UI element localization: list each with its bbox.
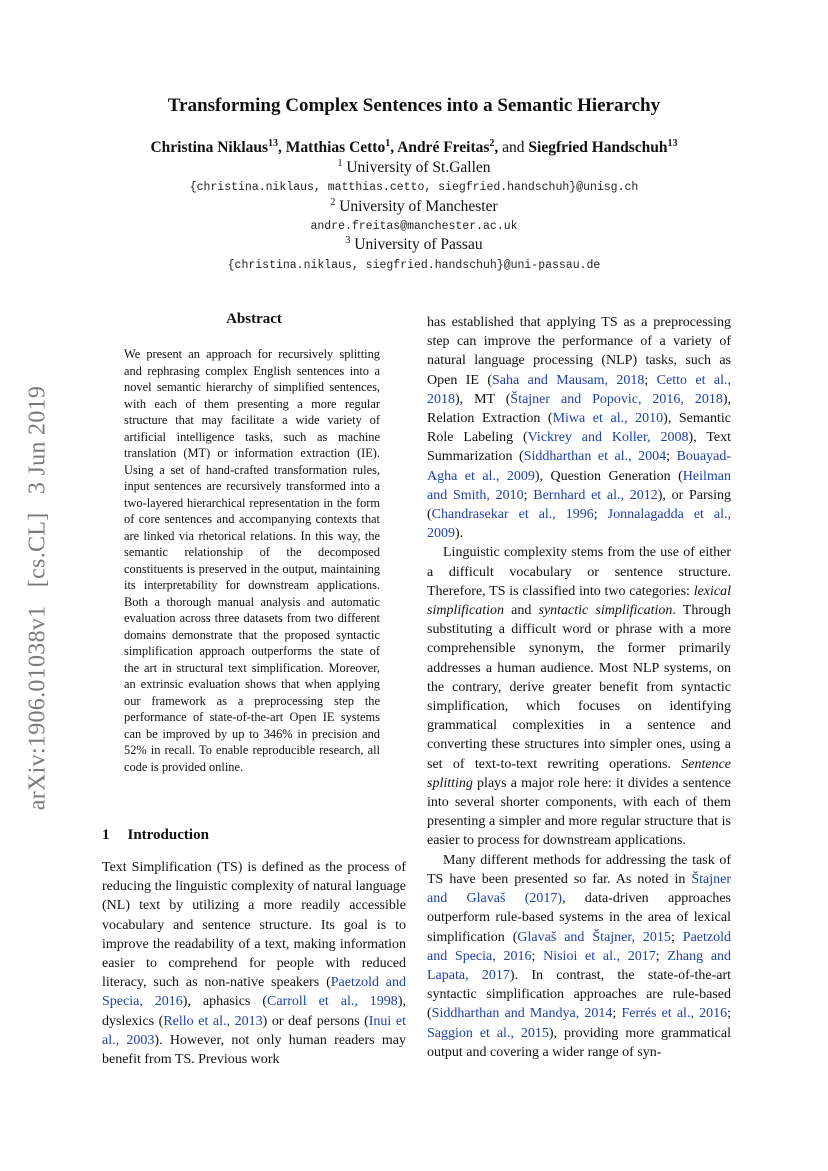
emphasized-term: Sentence splitting <box>427 756 731 791</box>
affiliation <box>0 235 828 254</box>
author-affil-mark: 13 <box>667 138 678 149</box>
author-affil-mark: 2 <box>489 138 495 149</box>
body-text: ; <box>666 449 677 465</box>
body-text: ; <box>655 948 668 964</box>
body-text: ), dyslexics ( <box>102 994 406 1029</box>
body-text: ) or deaf persons ( <box>262 1013 369 1029</box>
affiliation-name: University of St.Gallen <box>346 159 491 177</box>
body-paragraph <box>102 858 406 1069</box>
abstract-text: We present an approach for recursively splitting and rephrasing complex English sentences into a novel semantic hierarchy of simplified sentences, with each of them presenting a more regular structure that may facilitate a wide variety of artificial intelligence tasks, such as machine translation (MT) or information extraction (IE). Using a set of hand-crafted transformation rules, input sentences are recursively transformed into a two-layered hierarchical representation in the form of core sentences and accompanying contexts that are linked via rhetorical relations. In this way, the semantic relationship of the decomposed constituents is preserved in the output, maintaining its interpretability for downstream applications. Both a thorough manual analysis and automatic evaluation across three datasets from two different domains demonstrate that the proposed syntactic simplification approach outperforms the state of the art in structural text simplification. Moreover, an extrinsic evaluation shows that when applying our framework as a preprocessing step the performance of state-of-the-art Open IE systems can be improved by up to 346% in precision and 52% in recall. To enable reproducible research, all code is provided online. <box>124 347 380 774</box>
citation-link[interactable]: Paetzold and Specia, 2016 <box>427 929 731 964</box>
citation-link[interactable]: Rello et al., 2013 <box>163 1013 263 1029</box>
citation-link[interactable]: Siddharthan et al., 2004 <box>523 449 667 465</box>
body-text: ), Question Generation ( <box>534 468 683 484</box>
affiliation-mark: 3 <box>345 235 351 246</box>
body-text: ), Semantic Role Labeling ( <box>427 411 731 446</box>
author-name: Matthias Cetto <box>285 139 386 157</box>
citation-link[interactable]: Ferrés et al., 2016 <box>621 1006 728 1022</box>
citation-link[interactable]: Inui et al., 2003 <box>102 1013 406 1048</box>
affiliation <box>0 158 828 177</box>
arxiv-date: 3 Jun 2019 <box>24 385 51 495</box>
arxiv-category: [cs.CL] <box>24 512 51 588</box>
citation-link[interactable]: Jonnalagadda et al., 2009 <box>427 507 732 542</box>
body-text: Linguistic complexity stems from the use of either a difficult vocabulary or sentence structure. Therefore, TS is classified into two categories: <box>427 545 731 599</box>
emphasized-term: syntactic simplification <box>538 603 673 619</box>
body-text: ), Relation Extraction ( <box>427 391 731 427</box>
citation-link[interactable]: Zhang and Lapata, 2017 <box>427 948 732 983</box>
arxiv-id: arXiv:1906.01038v1 <box>24 605 51 811</box>
body-text: ; <box>727 1006 731 1022</box>
citation-link[interactable]: Heilman and Smith, 2010 <box>427 468 731 503</box>
body-text: plays a major role here: it divides a sentence into several shorter components, with each of them presenting a simpler and more regular structure that is easier to process for downstream applications. <box>427 775 731 849</box>
body-text: Many different methods for addressing the task of TS have been presented so far. As noted in <box>427 852 731 887</box>
body-text: Text Simplification (TS) is defined as the process of reducing the linguistic complexity of natural language (NL) text by utilizing a more readily accessible vocabulary and sentence structure. Its goal is to improve the readability of a text, making information easier to comprehend for people with reduced literacy, such as non-native speakers ( <box>102 860 406 991</box>
affiliation-email: andre.freitas@manchester.ac.uk <box>310 220 518 233</box>
author-affil-mark: 1 <box>385 138 391 149</box>
citation-link[interactable]: Chandrasekar et al., 1996 <box>431 507 594 523</box>
affiliation-name: University of Manchester <box>339 198 498 216</box>
citation-link[interactable]: Carroll et al., 1998 <box>267 994 398 1010</box>
arxiv-stamp <box>25 338 52 858</box>
body-paragraph <box>427 851 731 1062</box>
body-text: ; <box>523 487 534 503</box>
abstract-heading: Abstract <box>226 311 282 327</box>
citation-link[interactable]: Saggion et al., 2015 <box>427 1025 549 1041</box>
author-name: Siegfried Handschuh <box>528 139 668 157</box>
body-paragraph <box>427 543 731 850</box>
citation-link[interactable]: Štajner and Popovic, 2016, 2018 <box>510 391 723 407</box>
emphasized-term: lexical simplification <box>427 583 731 619</box>
body-text: ), Text Summarization ( <box>427 430 731 465</box>
author-affil-mark: 13 <box>268 138 279 149</box>
affiliation-email: {christina.niklaus, siegfried.handschuh}@uni-passau.de <box>227 259 601 272</box>
section-heading <box>102 827 209 844</box>
citation-link[interactable]: Bouayad-Agha et al., 2009 <box>427 449 732 484</box>
affiliation <box>0 197 828 216</box>
citation-link[interactable]: Bernhard et al., 2012 <box>533 487 658 503</box>
citation-link[interactable]: Cetto et al., 2018 <box>427 372 731 407</box>
body-text: . Through substituting a difficult word or phrase with a more comprehensible synonym, the former primarily addresses a human audience. Most NLP systems, on the contrary, derive greater benefit from syntactic simplification, which focuses on identifying grammatical complexities in a sentence and converting these structures into simpler ones, using a set of text-to-text rewriting operations. <box>427 603 732 772</box>
author-name: André Freitas <box>397 139 490 157</box>
affiliation-name: University of Passau <box>354 236 483 254</box>
body-text: , data-driven approaches outperform rule-based systems in the area of lexical simplification ( <box>427 891 731 945</box>
citation-link[interactable]: Štajner and Glavaš (2017) <box>427 871 731 907</box>
author-name: Christina Niklaus <box>150 139 269 157</box>
author-separator: , <box>278 139 282 157</box>
citation-link[interactable]: Glavaš and Štajner, 2015 <box>517 929 671 945</box>
citation-link[interactable]: Siddharthan and Mandya, 2014 <box>431 1006 613 1022</box>
author-separator: , <box>494 139 499 157</box>
citation-link[interactable]: Saha and Mausam, 2018 <box>492 372 645 388</box>
author-and: and <box>502 139 525 157</box>
citation-link[interactable]: Paetzold and Specia, 2016 <box>102 975 406 1010</box>
author-list <box>0 138 828 157</box>
citation-link[interactable]: Miwa et al., 2010 <box>552 411 664 427</box>
body-text: has established that applying TS as a preprocessing step can improve the performance of a variety of natural language processing (NLP) tasks, such as Open IE ( <box>427 315 731 388</box>
body-text: ), aphasics ( <box>182 994 268 1010</box>
affiliation-mark: 2 <box>330 197 336 208</box>
body-text: and <box>504 603 539 619</box>
section-number: 1 <box>102 827 110 843</box>
body-text: ). In contrast, the state-of-the-art syntactic simplification approaches are rule-based ( <box>427 967 731 1022</box>
affiliation-email: {christina.niklaus, matthias.cetto, siegfried.handschuh}@unisg.ch <box>189 181 639 194</box>
author-separator: , <box>390 139 395 157</box>
body-text: ), MT ( <box>455 391 511 407</box>
body-text: ). However, not only human readers may benefit from TS. Previous work <box>102 1032 406 1068</box>
body-text: ), providing more grammatical output and covering a wider range of syn- <box>427 1025 731 1060</box>
section-title: Introduction <box>127 827 209 843</box>
paper-title: Transforming Complex Sentences into a Semantic Hierarchy <box>167 95 661 116</box>
affiliation-mark: 1 <box>337 158 343 169</box>
body-text: ; <box>612 1006 622 1022</box>
citation-link[interactable]: Vickrey and Koller, 2008 <box>527 430 689 446</box>
body-text: ), or Parsing ( <box>427 487 732 523</box>
left-column-body <box>102 858 406 1069</box>
right-column-body <box>427 313 731 1062</box>
body-paragraph-continued <box>427 313 731 543</box>
citation-link[interactable]: Nisioi et al., 2017 <box>543 948 656 964</box>
body-text: ; <box>644 372 657 388</box>
body-text: ; <box>531 948 544 964</box>
body-text: ; <box>593 507 608 523</box>
body-text: ). <box>455 526 464 542</box>
body-text: ; <box>670 929 683 945</box>
